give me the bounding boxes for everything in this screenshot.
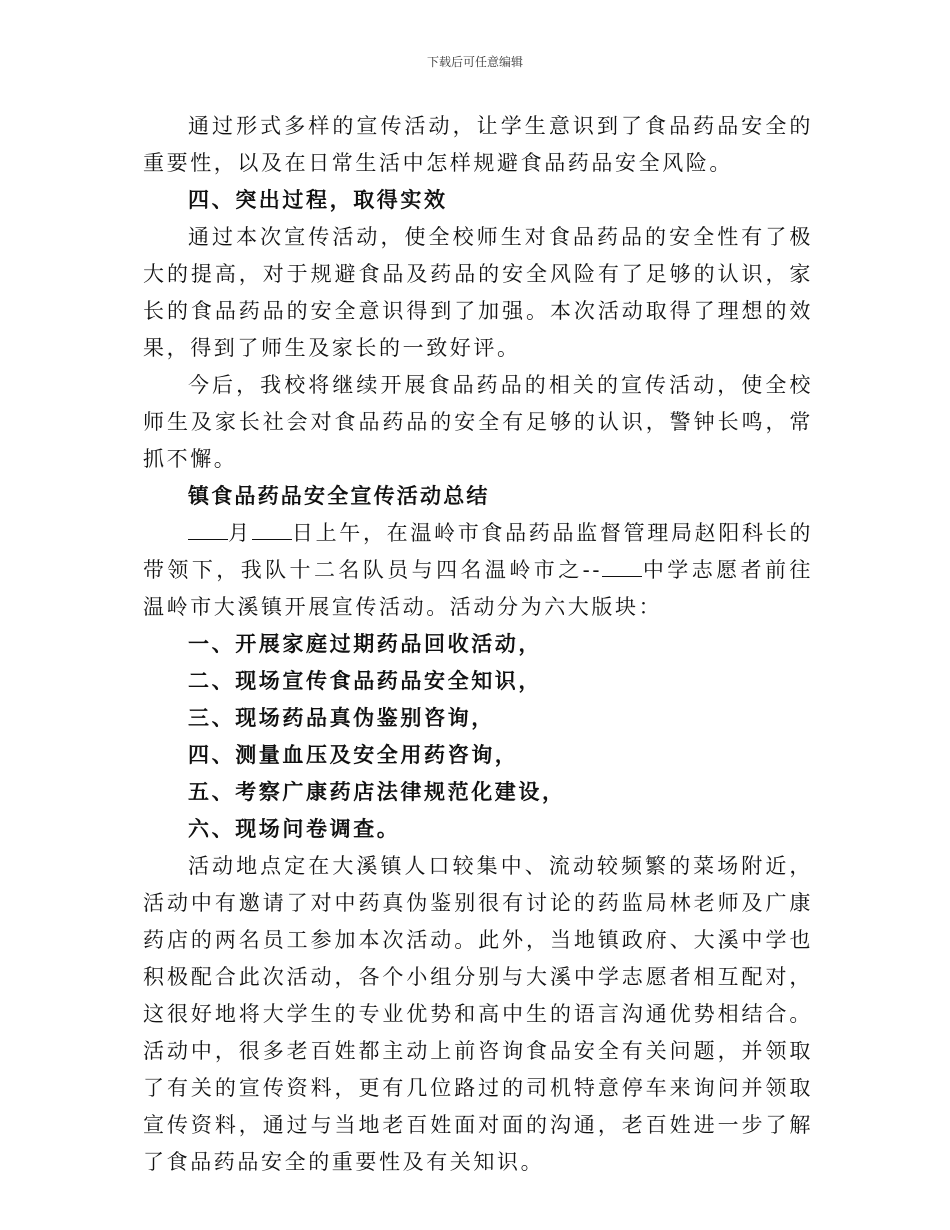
opening-part2: 日上午，在温岭市食品药品监督管理局赵阳科长的带领下，我队十二名队员与四名温岭市之--	[143, 521, 813, 582]
activity-block-2: 二、现场宣传食品药品安全知识，	[188, 669, 542, 693]
closing-paragraph: 活动地点定在大溪镇人口较集中、流动较频繁的菜场附近，活动中有邀请了对中药真伪鉴别很有讨论的药监局林老师及广康药店的两名员工参加本次活动。此外，当地镇政府、大溪中学也积极配合此次活动，各个小组分别与大溪中学志愿者相互配对，这很好地将大学生的专业优势和高中生的语言沟通优势相结合。活动中，很多老百姓都主动上前咨询食品安全有关问题，并领取了有关的宣传资料，更有几位路过的司机特意停车来询问并领取宣传资料，通过与当地老百姓面对面的沟通，老百姓进一步了解了食品药品安全的重要性及有关知识。	[143, 854, 813, 1174]
activity-block-6: 六、现场问卷调查。	[188, 817, 401, 841]
opening-paragraph	[143, 515, 813, 626]
blank-day	[252, 515, 292, 540]
activity-block-5: 五、考察广康药店法律规范化建设，	[188, 780, 566, 804]
future-paragraph: 今后，我校将继续开展食品药品的相关的宣传活动，使全校师生及家长社会对食品药品的安全有足够的认识，警钟长鸣，常抓不懈。	[143, 373, 813, 471]
opening-part3: 中学志愿者前往温岭市大溪镇开展宣传活动。活动分为六大版块：	[143, 558, 813, 619]
intro-paragraph: 通过形式多样的宣传活动，让学生意识到了食品药品安全的重要性，以及在日常生活中怎样规避食品药品安全风险。	[143, 114, 813, 175]
blank-month	[188, 515, 228, 540]
section-heading-four: 四、突出过程，取得实效	[188, 188, 448, 212]
activity-block-3: 三、现场药品真伪鉴别咨询，	[188, 706, 495, 730]
activity-block-4: 四、测量血压及安全用药咨询，	[188, 743, 519, 767]
document-body	[143, 108, 813, 1181]
blank-school	[602, 552, 642, 577]
activity-block-1: 一、开展家庭过期药品回收活动，	[188, 632, 542, 656]
opening-part1: 月	[228, 521, 252, 545]
summary-title: 镇食品药品安全宣传活动总结	[188, 484, 490, 508]
result-paragraph: 通过本次宣传活动，使全校师生对食品药品的安全性有了极大的提高，对于规避食品及药品的安全风险有了足够的认识，家长的食品药品的安全意识得到了加强。本次活动取得了理想的效果，得到了师生及家长的一致好评。	[143, 225, 813, 360]
page-header: 下载后可任意编辑	[426, 55, 523, 69]
